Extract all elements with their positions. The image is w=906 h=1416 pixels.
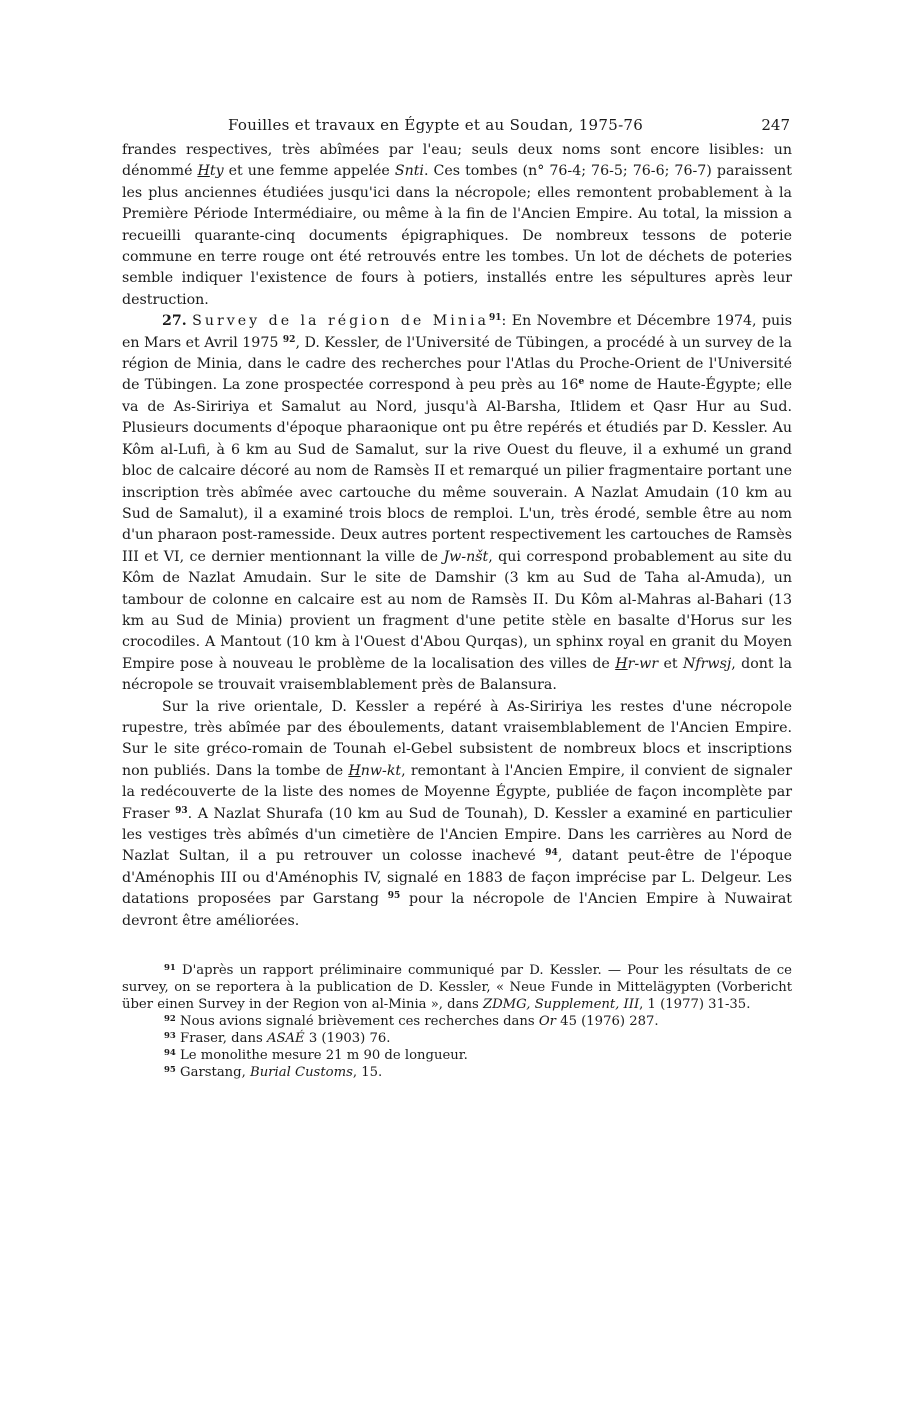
footnote-number: 93 [164, 1031, 176, 1042]
footnote-ref-91: 91 [488, 313, 502, 324]
footnote-95 [122, 1064, 792, 1081]
footnote-number: 94 [164, 1048, 176, 1059]
section-title: Survey de la région de Minia [192, 313, 489, 330]
footnote-text: Le monolithe mesure 21 m 90 de longueur. [180, 1048, 468, 1064]
footnote-number: 91 [164, 963, 176, 974]
section-number: 27. [162, 313, 187, 330]
paragraph-continued: frandes respectives, très abîmées par l'eau; seuls deux noms sont encore lisibles: un dénommé Hty et une femme appelée Snti. Ces tombes (n° 76-4; 76-5; 76-6; 76-7) paraissent les plus anciennes étudiées jusqu'ici dans la nécropole; elles remontent probablement à la Première Période Intermédiaire, ou même à la fin de l'Ancien Empire. Au total, la mission a recueilli quarante-cinq documents épigraphiques. De nombreux tessons de poterie commune en terre rouge ont été retrouvés entre les tombes. Un lot de déchets de poteries semble indiquer l'existence de fours à potiers, installés entre les sépultures après leur destruction. [122, 142, 792, 308]
paragraph-section-27 [122, 311, 792, 696]
footnote-93 [122, 1030, 792, 1047]
footnote-91 [122, 962, 792, 1013]
footnote-92 [122, 1013, 792, 1030]
running-header [122, 112, 792, 140]
page-number: 247 [761, 116, 790, 134]
footnote-text: Nous avions signalé brièvement ces recherches dans Or 45 (1976) 287. [180, 1014, 659, 1030]
footnotes [122, 962, 792, 1081]
page-content [122, 112, 792, 1081]
footnote-94 [122, 1047, 792, 1064]
body-text [122, 140, 792, 932]
footnote-number: 92 [164, 1014, 176, 1025]
running-title: Fouilles et travaux en Égypte et au Soudan, 1975-76 [228, 116, 644, 134]
footnote-text: D'après un rapport préliminaire communiqué par D. Kessler. — Pour les résultats de ce survey, on se reportera à la publication de D. Kessler, « Neue Funde in Mittelägypten (Vorbericht über einen Survey in der Region von al-Minia », dans ZDMG, Supplement, III, 1 (1977) 31-35. [122, 963, 792, 1013]
section-text: : En Novembre et Décembre 1974, puis en Mars et Avril 1975 $^{92}$, D. Kessler, de l'Université de Tübingen, a procédé à un survey de la région de Minia, dans le cadre des recherches pour l'Atlas du Proche-Orient de l'Université de Tübingen. La zone prospectée correspond à peu près au 16e nome de Haute-Égypte; elle va de As-Siririya et Samalut au Nord, jusqu'à Al-Barsha, Itlidem et Qasr Hur au Sud. Plusieurs documents d'époque pharaonique ont pu être repérés et étudiés par D. Kessler. Au Kôm al-Lufi, à 6 km au Sud de Samalut, sur la rive Ouest du fleuve, il a exhumé un grand bloc de calcaire décoré au nom de Ramsès II et remarqué un pilier fragmentaire portant une inscription très abîmée avec cartouche du même souverain. A Nazlat Amudain (10 km au Sud de Samalut), il a examiné trois blocs de remploi. L'un, très érodé, semble être au nom d'un pharaon post-ramesside. Deux autres portent respectivement les cartouches de Ramsès III et VI, ce dernier mentionnant la ville de Jw-nšt, qui correspond probablement au site du Kôm de Nazlat Amudain. Sur le site de Damshir (3 km au Sud de Taha al-Amuda), un tambour de colonne en calcaire est au nom de Ramsès II. Du Kôm al-Mahras al-Bahari (13 km au Sud de Minia) provient un fragment d'une petite stèle en basalte d'Horus sur les crocodiles. A Mantout (10 km à l'Ouest d'Abou Qurqas), un sphinx royal en granit du Moyen Empire pose à nouveau le problème de la localisation des villes de Hr-wr et Nfrwsj, dont la nécropole se trouvait vraisemblablement près de Balansura. [122, 313, 793, 694]
footnote-text: Garstang, Burial Customs, 15. [180, 1065, 383, 1081]
footnote-text: Fraser, dans ASAÉ 3 (1903) 76. [180, 1031, 391, 1047]
paragraph-east-bank: Sur la rive orientale, D. Kessler a repéré à As-Siririya les restes d'une nécropole rupestre, très abîmée par des éboulements, datant vraisemblablement de l'Ancien Empire. Sur le site gréco-romain de Tounah el-Gebel subsistent de nombreux blocs et inscriptions non publiés. Dans la tombe de Hnw-kt, remontant à l'Ancien Empire, il convient de signaler la redécouverte de la liste des nomes de Moyenne Égypte, publiée de façon incomplète par Fraser $^{93}$. A Nazlat Shurafa (10 km au Sud de Tounah), D. Kessler a examiné en particulier les vestiges très abîmés d'un cimetière de l'Ancien Empire. Dans les carrières au Nord de Nazlat Sultan, il a pu retrouver un colosse inachevé $^{94}$, datant peut-être de l'époque d'Aménophis III ou d'Aménophis IV, signalé en 1883 de façon imprécise par L. Delgeur. Les datations proposées par Garstang $^{95}$ pour la nécropole de l'Ancien Empire à Nuwairat devront être améliorées. [122, 698, 792, 929]
footnote-number: 95 [164, 1065, 176, 1076]
